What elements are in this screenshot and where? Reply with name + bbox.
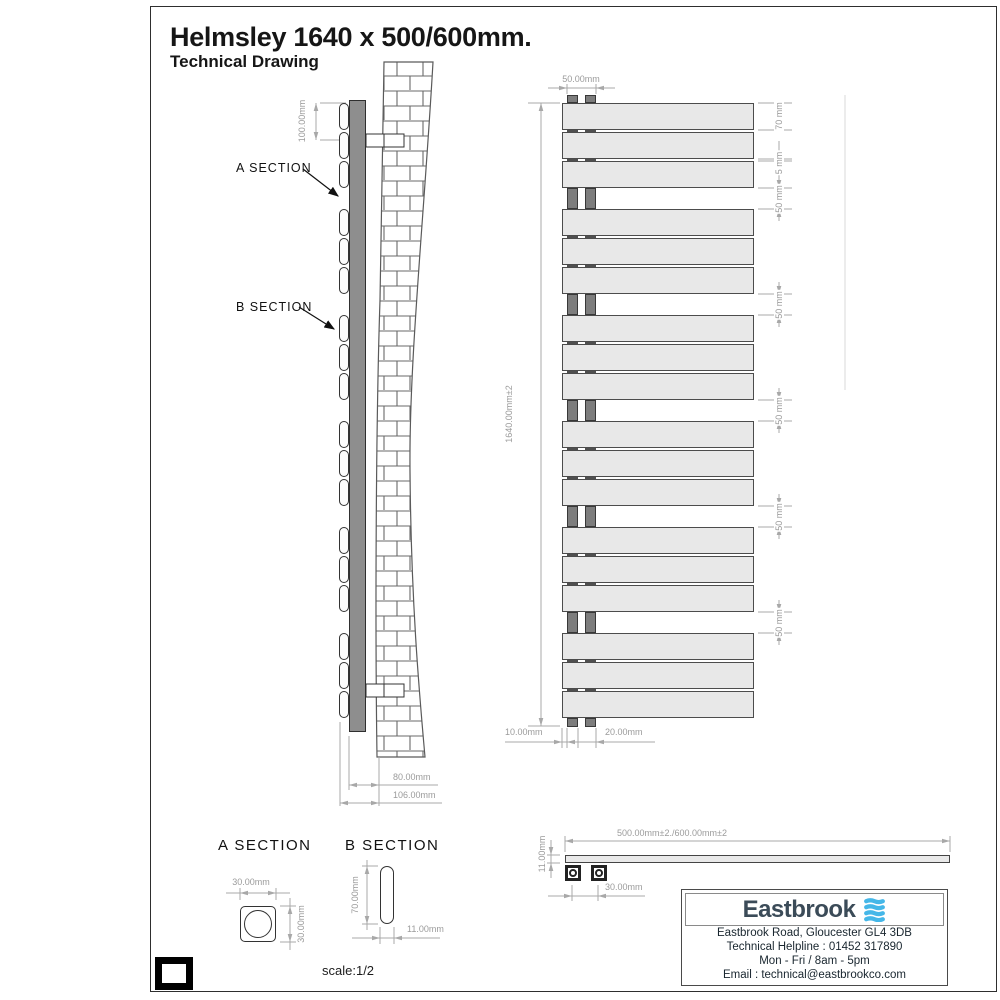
panel-edge-profile (339, 238, 349, 265)
dim-label-thickness: 11.00mm (537, 835, 547, 873)
dim-label-group-gap: 50 mm (774, 502, 784, 531)
side-label-a-section: A SECTION (236, 161, 312, 175)
pipe-glimpse (567, 371, 578, 373)
section-b-heading: B SECTION (345, 837, 440, 854)
pipe-segment (585, 506, 596, 527)
pipe-glimpse (585, 236, 596, 238)
pipe-glimpse (567, 342, 578, 344)
radiator-panel (562, 103, 754, 130)
registration-mark (155, 957, 193, 990)
section-a-profile (240, 906, 276, 942)
brand-logo (685, 893, 944, 926)
pipe-glimpse (585, 371, 596, 373)
panel-edge-profile (339, 585, 349, 612)
panel-edge-profile (339, 633, 349, 660)
pipe-segment (567, 400, 578, 421)
radiator-panel (562, 373, 754, 400)
panel-edge-profile (339, 267, 349, 294)
panel-edge-profile (339, 662, 349, 689)
radiator-panel (562, 161, 754, 188)
section-a-heading: A SECTION (218, 837, 312, 854)
side-label-b-section: B SECTION (236, 300, 313, 314)
section-b-profile (380, 866, 394, 924)
dim-label-overall-width: 500.00mm±2./600.00mm±2 (617, 828, 727, 838)
panel-edge-profile (339, 344, 349, 371)
pipe-glimpse (567, 583, 578, 585)
pipe-segment (567, 294, 578, 315)
panel-edge-profile (339, 373, 349, 400)
radiator-panel (562, 421, 754, 448)
pipe-bottom-stub (567, 718, 578, 727)
eastbrook-waves-icon (863, 898, 886, 922)
top-view-panel-bar (565, 855, 950, 863)
dim-label-group-gap: 50 mm (774, 608, 784, 637)
dim-label-group-gap: 50 mm (774, 396, 784, 425)
pipe-glimpse (567, 265, 578, 267)
dim-label-pipe-offset: 30.00mm (605, 882, 643, 892)
pipe-glimpse (585, 477, 596, 479)
page-title: Helmsley 1640 x 500/600mm. (170, 22, 532, 52)
radiator-panel (562, 238, 754, 265)
top-view-tube-1 (565, 865, 581, 881)
section-a-bore-icon (244, 910, 272, 938)
panel-edge-profile (339, 315, 349, 342)
brand-helpline: Technical Helpline : 01452 317890 (726, 940, 903, 953)
brand-email: Email : technical@eastbrookco.com (723, 969, 906, 982)
dim-label-overall-height: 1640.00mm±2 (504, 385, 514, 443)
dim-label-section-b-width: 11.00mm (407, 924, 444, 934)
pipe-segment (585, 188, 596, 209)
dim-label-group-gap: 50 mm (774, 184, 784, 213)
pipe-glimpse (567, 236, 578, 238)
dim-label-panel-gap: 5 mm (774, 151, 784, 175)
wall-bracket-bottom (366, 684, 404, 697)
dim-label-section-a-height: 30.00mm (296, 905, 306, 943)
dim-label-depth-total: 106.00mm (393, 790, 436, 800)
pipe-bottom-stub (585, 718, 596, 727)
brand-hours: Mon - Fri / 8am - 5pm (759, 955, 870, 968)
wall-section (376, 62, 433, 757)
pipe-top-stub (567, 95, 578, 103)
radiator-panel (562, 662, 754, 689)
brand-info-box (681, 889, 948, 986)
radiator-panel (562, 267, 754, 294)
pipe-glimpse (585, 265, 596, 267)
tube-bore-icon (569, 869, 577, 877)
panel-edge-profile (339, 161, 349, 188)
pipe-glimpse (567, 159, 578, 161)
pipe-glimpse (585, 554, 596, 556)
panel-edge-profile (339, 527, 349, 554)
dim-label-pipe-spacing: 50.00mm (562, 74, 600, 84)
radiator-panel (562, 344, 754, 371)
pipe-glimpse (585, 342, 596, 344)
dim-label-group-gap: 50 mm (774, 290, 784, 319)
pipe-glimpse (585, 130, 596, 132)
pipe-glimpse (567, 477, 578, 479)
pipe-glimpse (585, 159, 596, 161)
side-view-collector-bar (349, 100, 366, 732)
panel-edge-profile (339, 421, 349, 448)
dim-label-panel-height: 70 mm (774, 102, 784, 130)
dim-label-bracket-offset: 100.00mm (297, 99, 307, 143)
pipe-glimpse (585, 689, 596, 691)
radiator-panel (562, 315, 754, 342)
radiator-panel (562, 209, 754, 236)
panel-edge-profile (339, 450, 349, 477)
pipe-top-stub (585, 95, 596, 103)
dim-label-bottom-right: 20.00mm (605, 727, 643, 737)
pipe-glimpse (585, 448, 596, 450)
panel-edge-profile (339, 209, 349, 236)
pipe-segment (585, 612, 596, 633)
panel-edge-profile (339, 103, 349, 130)
pipe-glimpse (567, 448, 578, 450)
pipe-glimpse (567, 660, 578, 662)
pipe-segment (567, 188, 578, 209)
brand-wordmark: Eastbrook (742, 895, 856, 923)
pipe-segment (585, 294, 596, 315)
panel-edge-profile (339, 691, 349, 718)
radiator-panel (562, 132, 754, 159)
radiator-panel (562, 479, 754, 506)
radiator-panel (562, 556, 754, 583)
radiator-panel (562, 633, 754, 660)
radiator-panel (562, 585, 754, 612)
pipe-segment (567, 506, 578, 527)
dim-label-section-b-height: 70.00mm (350, 876, 360, 914)
panel-edge-profile (339, 132, 349, 159)
panel-edge-profile (339, 556, 349, 583)
page-subtitle: Technical Drawing (170, 52, 319, 71)
radiator-panel (562, 691, 754, 718)
top-view-tube-2 (591, 865, 607, 881)
dim-label-bottom-left: 10.00mm (505, 727, 543, 737)
scale-label: scale:1/2 (322, 963, 375, 978)
radiator-panel (562, 450, 754, 477)
pipe-glimpse (567, 130, 578, 132)
pipe-glimpse (567, 689, 578, 691)
panel-edge-profile (339, 479, 349, 506)
tube-bore-icon (595, 869, 603, 877)
dim-label-section-a-width: 30.00mm (232, 877, 270, 887)
pipe-glimpse (567, 554, 578, 556)
brand-address: Eastbrook Road, Gloucester GL4 3DB (717, 926, 912, 939)
wall-bracket-top (366, 134, 404, 147)
pipe-segment (585, 400, 596, 421)
radiator-panel (562, 527, 754, 554)
pipe-segment (567, 612, 578, 633)
pipe-glimpse (585, 660, 596, 662)
dim-label-depth-bar: 80.00mm (393, 772, 431, 782)
pipe-glimpse (585, 583, 596, 585)
